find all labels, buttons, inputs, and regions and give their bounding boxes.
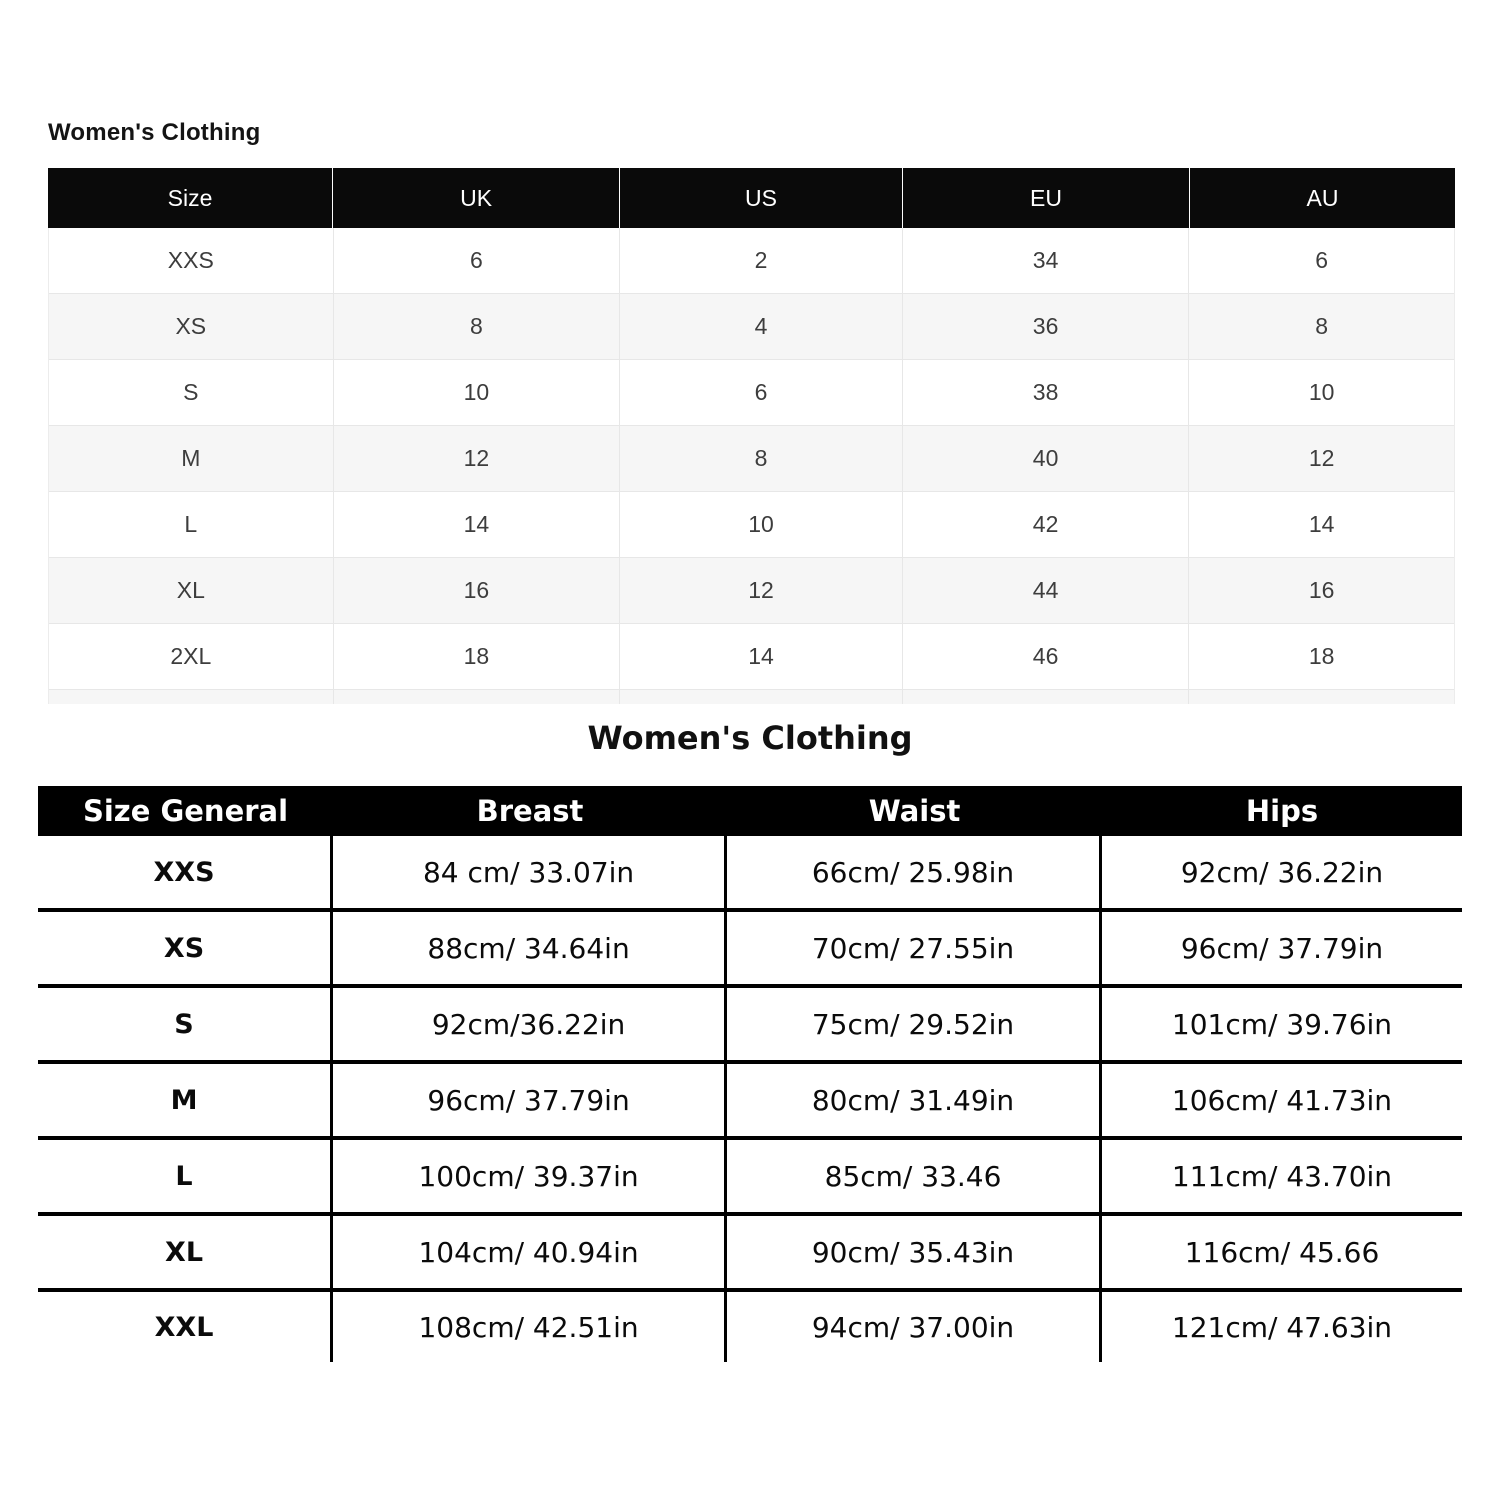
- cell-us: 14: [620, 624, 903, 689]
- cell-waist: 75cm/ 29.52in: [727, 988, 1102, 1060]
- cell-waist: 85cm/ 33.46: [727, 1140, 1102, 1212]
- cell-breast: 88cm/ 34.64in: [333, 912, 727, 984]
- cell-uk: 10: [334, 360, 621, 425]
- cell-au: 10: [1308, 379, 1335, 405]
- table-row: [38, 1292, 1462, 1362]
- table2-header-size-general: Size General: [82, 794, 289, 828]
- cell-uk: 8: [334, 294, 621, 359]
- table-row: [38, 1064, 1462, 1140]
- cell-hips: 116cm/ 45.66: [1184, 1235, 1380, 1269]
- cell-waist: 66cm/ 25.98in: [727, 836, 1102, 908]
- cell-size: XXS: [38, 836, 333, 908]
- table-row: [38, 1216, 1462, 1292]
- cell-size: XS: [49, 294, 334, 359]
- table2-header-hips: Hips: [1245, 794, 1319, 828]
- cell-au: 18: [1308, 643, 1335, 669]
- cell-us: 6: [620, 360, 903, 425]
- table-row: [49, 360, 1454, 426]
- table-row: [49, 558, 1454, 624]
- cell-size: M: [38, 1064, 333, 1136]
- cell-us: 4: [620, 294, 903, 359]
- table-row: [38, 988, 1462, 1064]
- cell-eu: 38: [903, 360, 1190, 425]
- cell-eu: 42: [903, 492, 1190, 557]
- cell-size: XXS: [49, 228, 334, 293]
- cell-waist: 70cm/ 27.55in: [727, 912, 1102, 984]
- section2-title: Women's Clothing: [587, 719, 913, 757]
- table-row: [49, 426, 1454, 492]
- table1-header-eu: EU: [903, 168, 1190, 228]
- cell-eu: 36: [903, 294, 1190, 359]
- cell-breast: 108cm/ 42.51in: [333, 1292, 727, 1362]
- cell-hips: 92cm/ 36.22in: [1180, 855, 1384, 889]
- cell-size: S: [49, 360, 334, 425]
- cell-size: L: [49, 492, 334, 557]
- measurement-table: [38, 786, 1462, 1362]
- cell-hips: 106cm/ 41.73in: [1171, 1083, 1393, 1117]
- cell-size: XXL: [38, 1292, 333, 1362]
- cell-us: 8: [620, 426, 903, 491]
- table-row: [49, 624, 1454, 690]
- cell-au: 14: [1308, 511, 1335, 537]
- table2-header-breast: Breast: [476, 794, 584, 828]
- cell-us: 10: [620, 492, 903, 557]
- table2-header-waist: Waist: [868, 794, 961, 828]
- cell-hips: 121cm/ 47.63in: [1171, 1310, 1393, 1344]
- international-size-table: [48, 168, 1455, 704]
- cell-size: M: [49, 426, 334, 491]
- table2-header-row: [38, 786, 1462, 836]
- cell-au: 8: [1315, 313, 1329, 339]
- table-row: [38, 1140, 1462, 1216]
- cell-hips: 96cm/ 37.79in: [1180, 931, 1384, 965]
- table1-header-uk: UK: [333, 168, 620, 228]
- cell-uk: 14: [334, 492, 621, 557]
- table-row: [38, 836, 1462, 912]
- cell-waist: 80cm/ 31.49in: [727, 1064, 1102, 1136]
- cell-us: 2: [620, 228, 903, 293]
- table-row: [49, 228, 1454, 294]
- cell-breast: 104cm/ 40.94in: [333, 1216, 727, 1288]
- section1-label: Women's Clothing: [48, 119, 261, 146]
- cell-uk: 16: [334, 558, 621, 623]
- table1-header-au: AU: [1306, 184, 1339, 211]
- cell-breast: 100cm/ 39.37in: [333, 1140, 727, 1212]
- cell-au: 16: [1308, 577, 1335, 603]
- cell-uk: 12: [334, 426, 621, 491]
- cell-eu: 46: [903, 624, 1190, 689]
- cell-size: XL: [49, 558, 334, 623]
- table1-body: [48, 228, 1455, 704]
- cell-hips: 101cm/ 39.76in: [1171, 1007, 1393, 1041]
- cell-eu: 34: [903, 228, 1190, 293]
- cell-uk: 6: [334, 228, 621, 293]
- table1-header-row: [48, 168, 1455, 228]
- cell-size: XS: [38, 912, 333, 984]
- table-row: [49, 294, 1454, 360]
- cell-breast: 96cm/ 37.79in: [333, 1064, 727, 1136]
- table-row: [38, 912, 1462, 988]
- cell-us: 12: [620, 558, 903, 623]
- cell-eu: 44: [903, 558, 1190, 623]
- cell-au: 6: [1315, 247, 1329, 273]
- cell-breast: 84 cm/ 33.07in: [333, 836, 727, 908]
- table1-clipped-row: [49, 690, 1454, 704]
- cell-au: 12: [1308, 445, 1335, 471]
- cell-uk: 18: [334, 624, 621, 689]
- table1-header-us: US: [620, 168, 903, 228]
- cell-waist: 94cm/ 37.00in: [727, 1292, 1102, 1362]
- cell-hips: 111cm/ 43.70in: [1171, 1159, 1393, 1193]
- cell-waist: 90cm/ 35.43in: [727, 1216, 1102, 1288]
- cell-eu: 40: [903, 426, 1190, 491]
- table1-header-size: Size: [48, 168, 333, 228]
- table-row: [49, 492, 1454, 558]
- cell-size: S: [38, 988, 333, 1060]
- cell-breast: 92cm/36.22in: [333, 988, 727, 1060]
- cell-size: L: [38, 1140, 333, 1212]
- cell-size: 2XL: [49, 624, 334, 689]
- cell-size: XL: [38, 1216, 333, 1288]
